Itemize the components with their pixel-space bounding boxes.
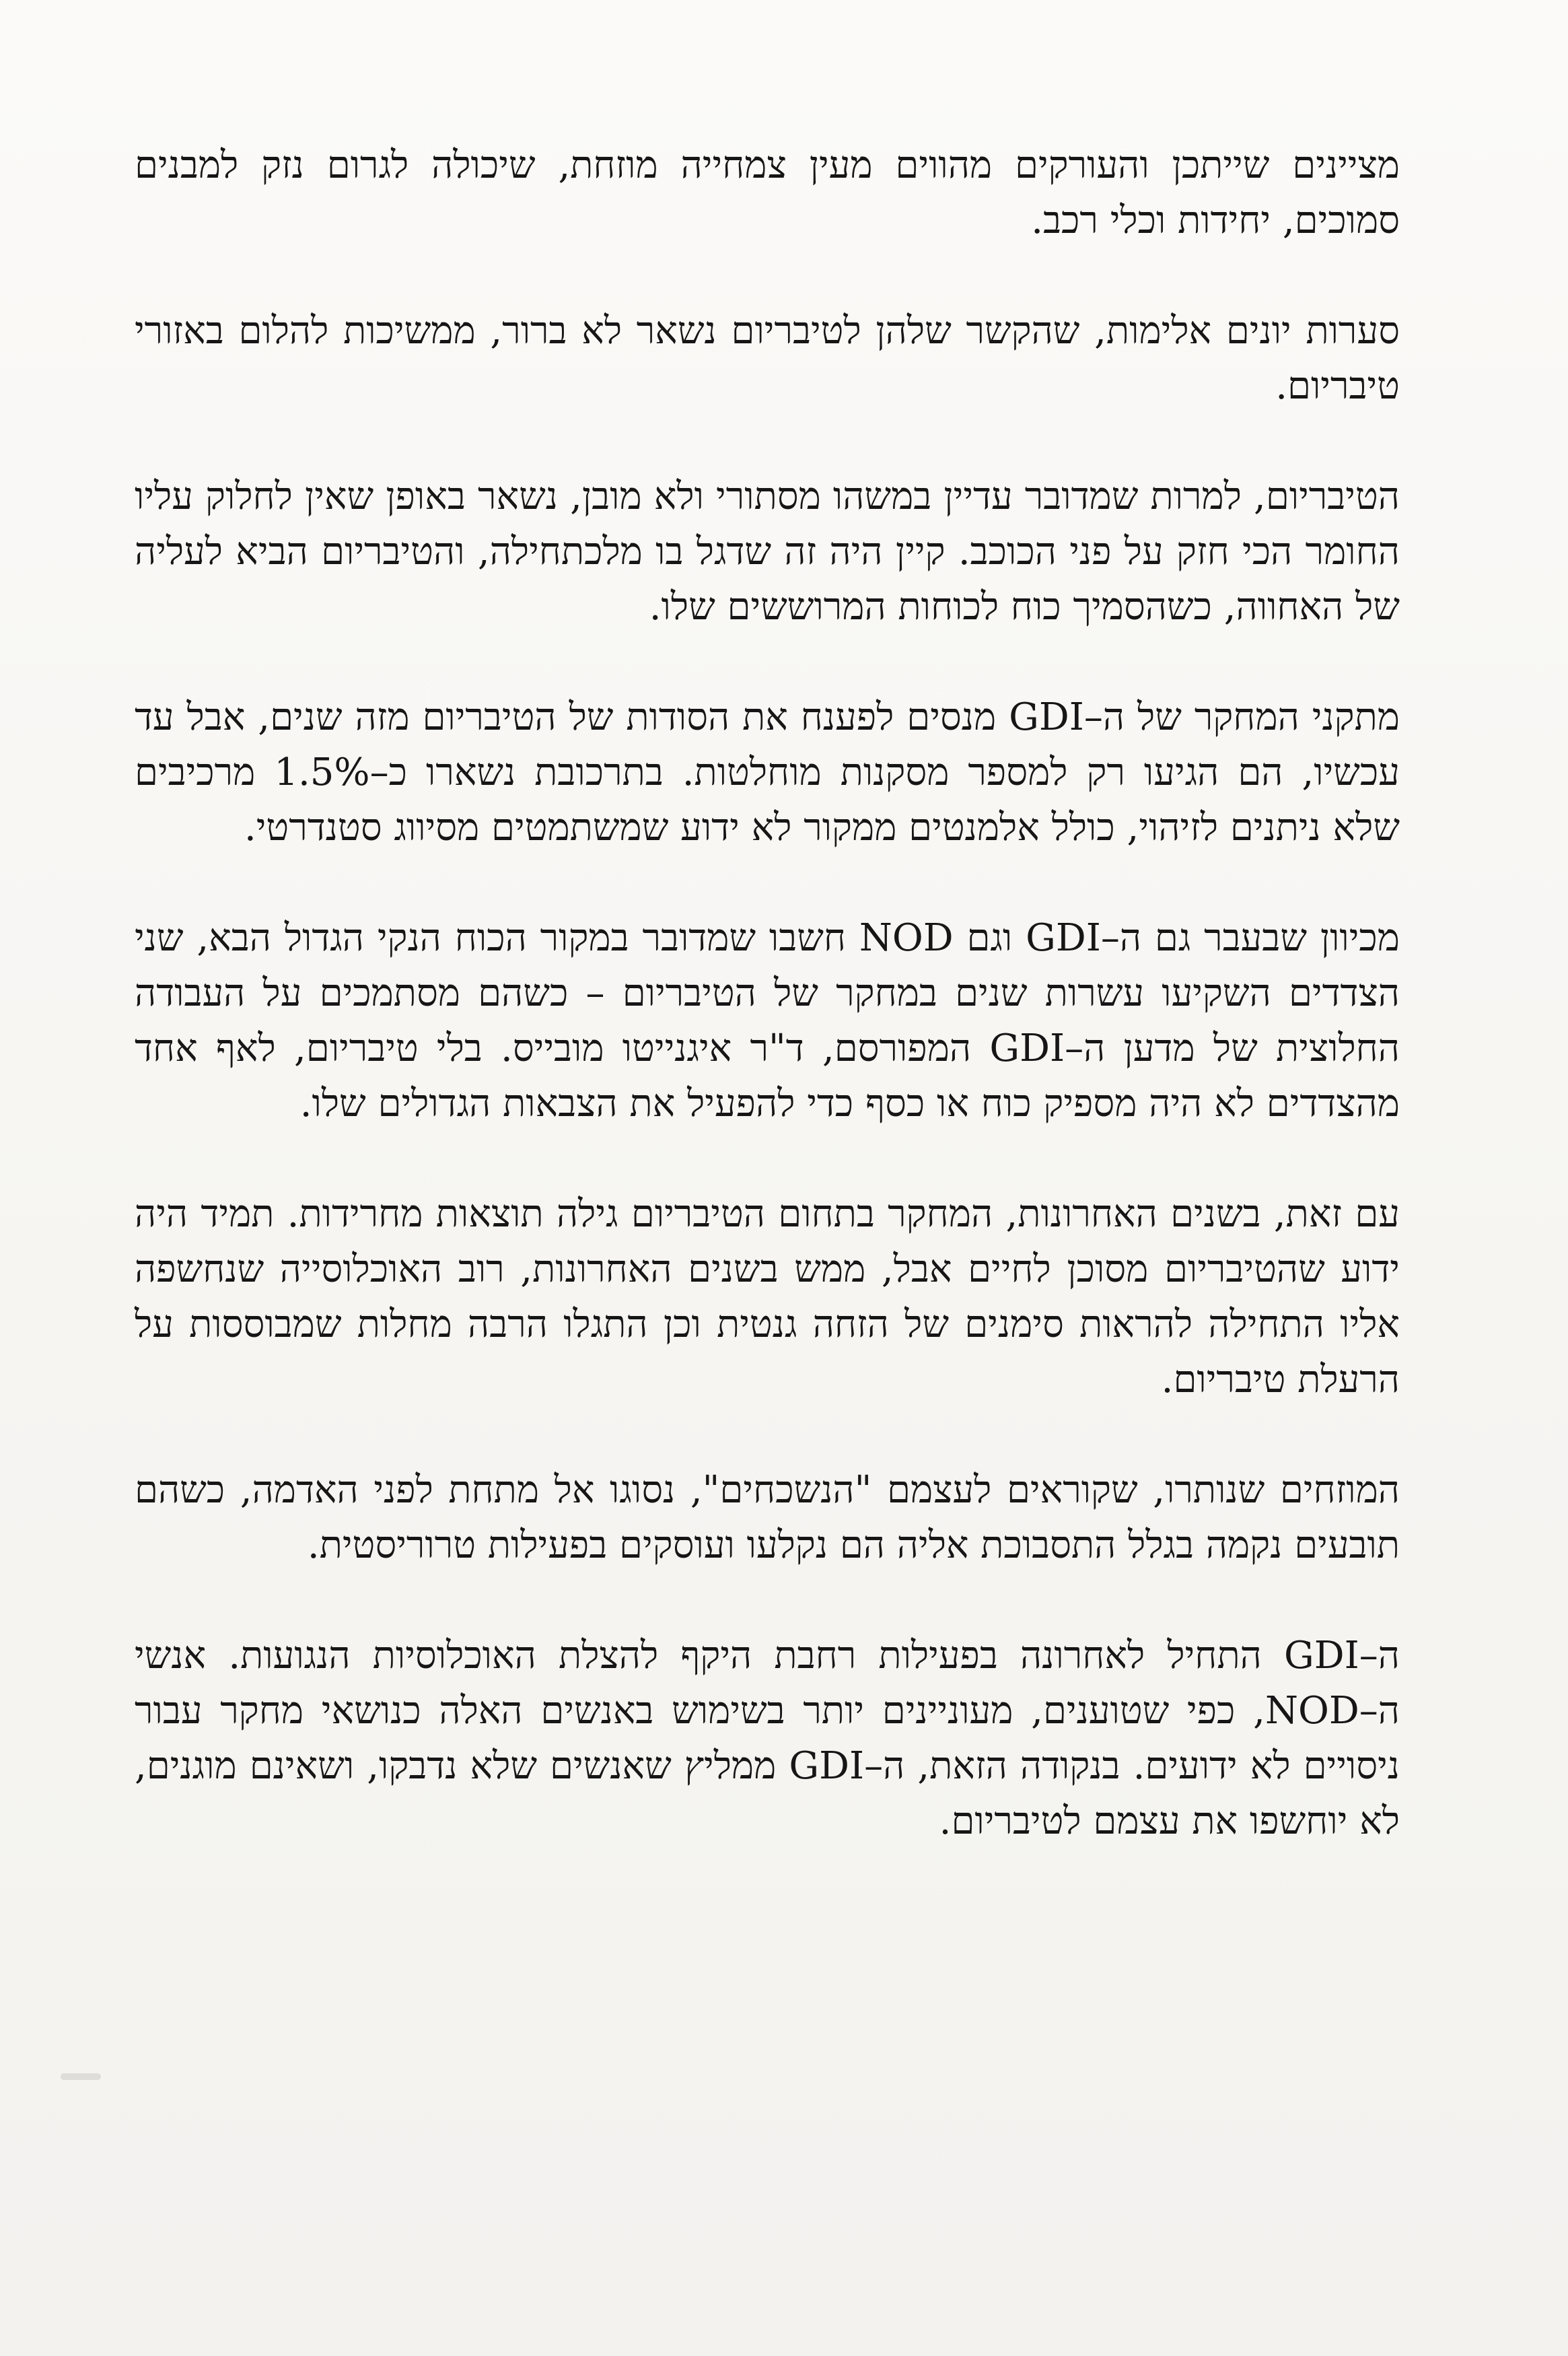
paragraph-1: מציינים שייתכן והעורקים מהווים מעין צמחייה מוזחת, שיכולה לגרום נזק למבנים סמוכים, יחידות וכלי רכב. — [135, 143, 1400, 242]
paragraph-7: המוזחים שנותרו, שקוראים לעצמם "הנשכחים", נסוגו אל מתחת לפני האדמה, כשהם תובעים נקמה בגלל התסבוכת אליה הם נקלעו ועוסקים בפעילות טרוריסטית. — [135, 1468, 1400, 1567]
paragraph-3: הטיבריום, למרות שמדובר עדיין במשהו מסתורי ולא מובן, נשאר באופן שאין לחלוק עליו החומר הכי חזק על פני הכוכב. קיין היה זה שדגל בו מלכתחילה, והטיבריום הביא לעליה של האחווה, כשהסמיך כוח לכוחות המרוששים שלו. — [135, 475, 1400, 629]
paragraph-8: ה–GDI התחיל לאחרונה בפעילות רחבת היקף להצלת האוכלוסיות הנגועות. אנשי ה–NOD, כפי שטוענים, מעוניינים יותר בשימוש באנשים האלה כנושאי מחקר עבור ניסויים לא ידועים. בנקודה הזאת, ה–GDI ממליץ שאנשים שלא נדבקו, ושאינם מוגנים, לא יוחשפו את עצמם לטיבריום. — [135, 1634, 1400, 1843]
paragraph-5: מכיוון שבעבר גם ה–GDI וגם NOD חשבו שמדובר במקור הכוח הנקי הגדול הבא, שני הצדדים השקיעו עשרות שנים במחקר של הטיבריום – כשהם מסתמכים על העבודה החלוצית של מדען ה–GDI המפורסם, ד"ר איגנייטו מובייס. בלי טיבריום, לאף אחד מהצדדים לא היה מספיק כוח או כסף כדי להפעיל את הצבאות הגדולים שלו. — [135, 916, 1400, 1125]
paragraph-6: עם זאת, בשנים האחרונות, המחקר בתחום הטיבריום גילה תוצאות מחרידות. תמיד היה ידוע שהטיבריום מסוכן לחיים אבל, ממש בשנים האחרונות, רוב האוכלוסייה שנחשפה אליו התחילה להראות סימנים של הזחה גנטית וכן התגלו הרבה מחלות שמבוססות על הרעלת טיבריום. — [135, 1192, 1400, 1401]
paragraph-2: סערות יונים אלימות, שהקשר שלהן לטיבריום נשאר לא ברור, ממשיכות להלום באזורי טיבריום. — [135, 309, 1400, 408]
document-body — [135, 138, 1400, 1849]
page-smudge — [61, 2073, 101, 2080]
paragraph-4: מתקני המחקר של ה–GDI מנסים לפענח את הסודות של הטיבריום מזה שנים, אבל עד עכשיו, הם הגיעו רק למספר מסקנות מוחלטות. בתרכובת נשארו כ–1.5% מרכיבים שלא ניתנים לזיהוי, כולל אלמנטים ממקור לא ידוע שמשתמטים מסיווג סטנדרטי. — [135, 695, 1400, 850]
